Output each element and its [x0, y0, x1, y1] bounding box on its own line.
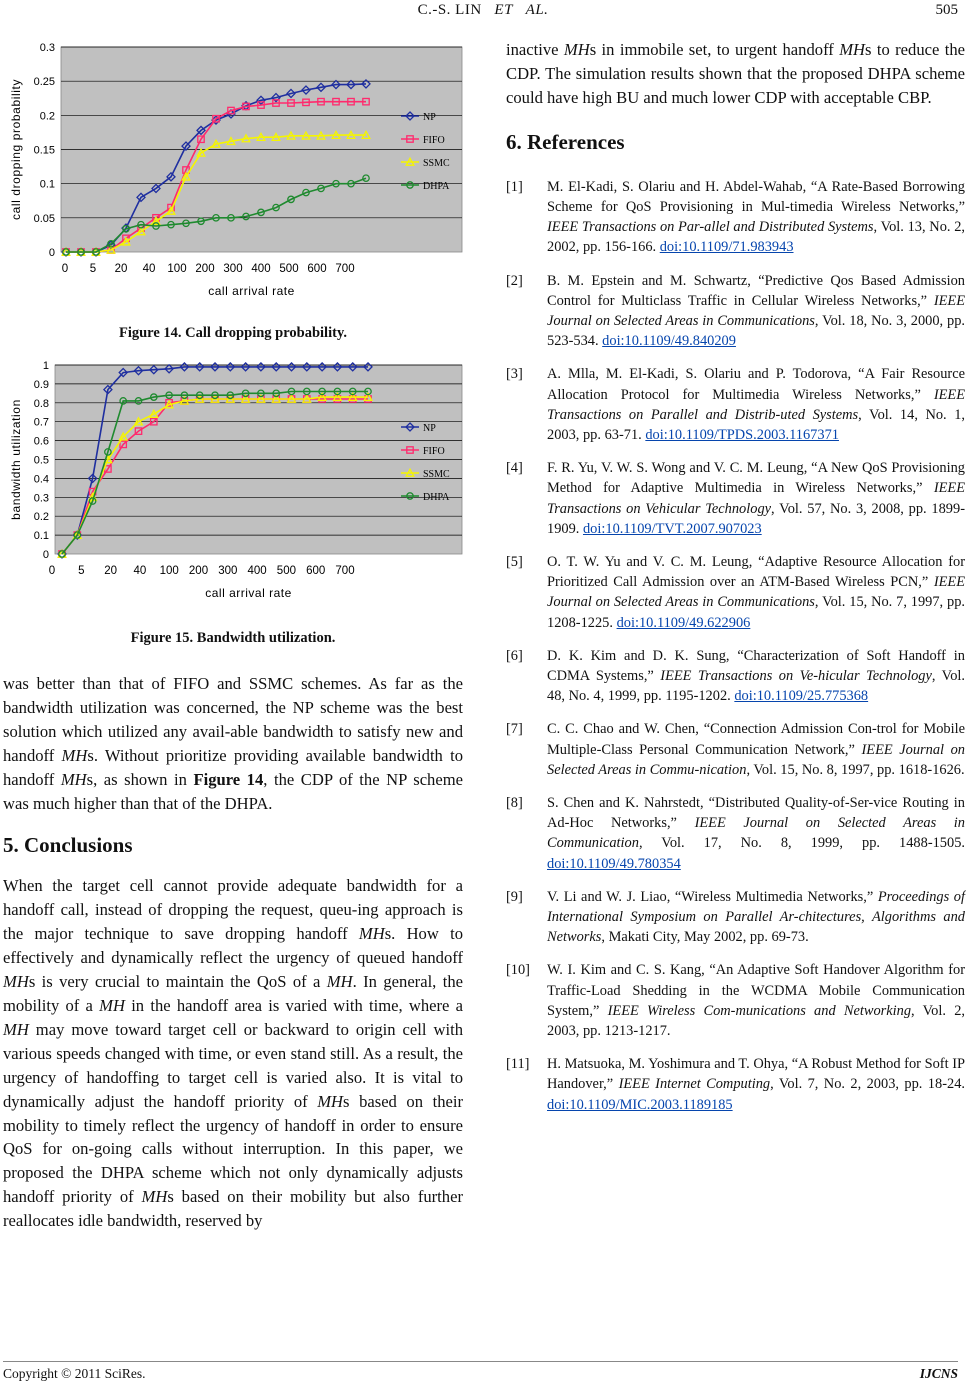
- y-tick-label: 0.3: [33, 492, 49, 505]
- footer-journal: IJCNS: [919, 1366, 958, 1381]
- reference-item: [506, 887, 965, 948]
- reference-item: [506, 458, 965, 539]
- legend-label: DHPA: [423, 181, 450, 192]
- doi-link[interactable]: doi:10.1109/MIC.2003.1189185: [547, 1096, 733, 1113]
- figure-14: [3, 40, 463, 342]
- reference-item: [506, 960, 965, 1041]
- y-tick-label: 0.1: [39, 178, 55, 191]
- footer-copyright: Copyright © 2011 SciRes.: [3, 1366, 146, 1381]
- x-tick-label: 400: [247, 565, 267, 577]
- reference-item: [506, 552, 965, 633]
- paragraph-results-discussion: was better than that of FIFO and SSMC schemes. As far as the bandwidth utilization was concerned, the NP scheme was the best solution which utilized any avail-able bandwidth to satisfy new and handoff MHs. Without prioritize providing available bandwidth to handoff MHs, as shown in Figure 14, the CDP of the NP scheme was much higher than that of the DHPA.: [3, 674, 464, 813]
- reference-item: [506, 177, 965, 258]
- x-tick-label: 200: [195, 263, 215, 275]
- page-number: 505: [935, 2, 958, 18]
- reference-text: S. Chen and K. Nahrstedt, “Distributed Quality-of-Ser-vice Routing in Ad-Hoc Networks,” IEEE Journal on Selected Areas in Communication, Vol. 17, No. 8, 1999, pp. 1488-1505. doi:10.1109/49.780354: [547, 795, 965, 872]
- reference-item: [506, 793, 965, 874]
- paragraph-conclusions-continued: inactive MHs in immobile set, to urgent handoff MHs to reduce the CDP. The simulation results shown that the proposed DHPA scheme could have high BU and much lower CDP with acceptable CBP.: [506, 40, 965, 107]
- y-tick-label: 0.5: [33, 454, 49, 467]
- legend-label: NP: [423, 423, 436, 434]
- reference-text: W. I. Kim and C. S. Kang, “An Adaptive Soft Handover Algorithm for Traffic-Load Shedding in the WCDMA Mobile Communication System,” IEEE Wireless Com-munications and Networking, Vol. 2, 2003, pp. 1213-1217.: [547, 962, 965, 1040]
- y-tick-label: 0.7: [33, 416, 49, 429]
- x-axis-label: call arrival rate: [205, 586, 292, 600]
- y-axis-label: call dropping probability: [9, 78, 23, 221]
- section-heading-references: 6. References: [506, 129, 625, 154]
- x-tick-label: 600: [306, 565, 326, 577]
- x-tick-label: 5: [78, 565, 85, 577]
- x-tick-label: 40: [142, 263, 156, 275]
- x-tick-label: 20: [104, 565, 117, 577]
- legend-label: NP: [423, 112, 436, 123]
- reference-text: O. T. W. Yu and V. C. M. Leung, “Adaptive Resource Allocation for Prioritized Call Admission over an ATM-Based Wireless PCN,” IEEE Journal on Selected Areas in Communications, Vol. 15, No. 7, 1997, pp. 1208-1225. doi:10.1109/49.622906: [547, 553, 965, 631]
- legend-label: SSMC: [423, 469, 450, 480]
- doi-link[interactable]: doi:10.1109/71.983943: [659, 239, 794, 256]
- reference-text: B. M. Epstein and M. Schwartz, “Predictive Qos Based Admission Control for Multiclass Traffic in Cellular Wireless Networks,” IEEE Journal on Selected Areas in Communications, Vol. 18, No. 3, 2000, pp. 523-534. doi:10.1109/49.840209: [547, 272, 965, 350]
- reference-number: [8]: [506, 795, 523, 811]
- figure-14-caption: Figure 14. Call dropping probability.: [118, 325, 348, 341]
- reference-item: [506, 719, 965, 780]
- y-tick-label: 0.05: [33, 212, 55, 225]
- y-tick-label: 0.8: [33, 397, 49, 410]
- y-tick-label: 0.15: [33, 144, 55, 157]
- y-tick-label: 0.2: [33, 511, 49, 524]
- y-axis-label: bandwidth utilization: [9, 399, 23, 520]
- reference-number: [6]: [506, 647, 523, 664]
- x-tick-label: 300: [218, 565, 238, 577]
- doi-link[interactable]: doi:10.1109/49.780354: [547, 855, 681, 872]
- x-tick-label: 20: [114, 263, 128, 275]
- reference-text: M. El-Kadi, S. Olariu and H. Abdel-Wahab, “A Rate-Based Borrowing Scheme for QoS Provisioning in Mul-timedia Wireless Networks,” IEEE Transactions on Par-allel and Distributed Systems, Vol. 13, No. 2, 2002, pp. 156-166. doi:10.1109/71.983943: [547, 178, 965, 256]
- reference-number: [3]: [506, 366, 523, 383]
- reference-number: [7]: [506, 721, 523, 738]
- reference-item: [506, 364, 965, 445]
- x-tick-label: 300: [223, 263, 243, 275]
- reference-text: D. K. Kim and D. K. Sung, “Characterization of Soft Handoff in CDMA Systems,” IEEE Transactions on Ve-hicular Technology, Vol. 48, No. 4, 1999, pp. 1195-1202. doi:10.1109/25.775368: [547, 647, 966, 705]
- legend-label: FIFO: [423, 446, 445, 457]
- call-dropping-probability-chart: [3, 40, 463, 315]
- x-tick-label: 700: [335, 565, 355, 577]
- y-tick-label: 0.4: [33, 473, 49, 486]
- right-column: [506, 40, 965, 1128]
- reference-number: [5]: [506, 553, 523, 570]
- footer-divider: [3, 1361, 958, 1362]
- y-tick-label: 0.1: [33, 530, 49, 543]
- x-tick-label: 700: [335, 263, 355, 275]
- reference-text: V. Li and W. J. Liao, “Wireless Multimedia Networks,” Proceedings of International Symposium on Parallel Ar-chitectures, Algorithms and Networks, Makati City, May 2002, pp. 69-73.: [547, 888, 965, 946]
- running-header-author: [0, 2, 966, 19]
- reference-item: [506, 646, 965, 707]
- header-et: ET: [494, 2, 513, 18]
- x-axis-label: call arrival rate: [208, 284, 295, 298]
- doi-link[interactable]: doi:10.1109/49.840209: [602, 333, 736, 350]
- y-tick-label: 1: [42, 360, 49, 372]
- x-tick-label: 5: [89, 263, 97, 275]
- y-tick-label: 0: [42, 549, 49, 561]
- x-tick-label: 0: [61, 263, 69, 275]
- x-tick-label: 200: [188, 565, 209, 577]
- doi-link[interactable]: doi:10.1109/TPDS.2003.1167371: [645, 426, 839, 443]
- x-tick-label: 40: [133, 565, 147, 577]
- x-tick-label: 600: [307, 263, 327, 275]
- header-al: AL.: [525, 2, 549, 18]
- section-heading-conclusions: 5. Conclusions: [3, 833, 133, 858]
- reference-item: [506, 271, 965, 352]
- figure-15: [3, 360, 463, 647]
- y-tick-label: 0: [48, 247, 55, 259]
- legend-label: SSMC: [423, 158, 450, 169]
- reference-text: C. C. Chao and W. Chen, “Connection Admission Con-trol for Mobile Multiple-Class Personal Communication Network,” IEEE Journal on Selected Areas in Commu-nication, Vol. 15, No. 8, 1997, pp. 1618-1626.: [547, 721, 965, 778]
- reference-item: [506, 1054, 965, 1115]
- doi-link[interactable]: doi:10.1109/49.622906: [616, 614, 751, 631]
- reference-number: [9]: [506, 888, 523, 905]
- reference-number: [4]: [506, 460, 523, 477]
- reference-number: [11]: [506, 1056, 530, 1073]
- y-tick-label: 0.9: [33, 378, 49, 391]
- reference-text: H. Matsuoka, M. Yoshimura and T. Ohya, “A Robust Method for Soft IP Handover,” IEEE Internet Computing, Vol. 7, No. 2, 2003, pp. 18-24. doi:10.1109/MIC.2003.1189185: [547, 1056, 965, 1113]
- reference-text: A. Mlla, M. El-Kadi, S. Olariu and P. Todorova, “A Fair Resource Allocation Protocol for Multimedia Wireless Networks,” IEEE Transactions on Parallel and Distrib-uted Systems, Vol. 14, No. 1, 2003, pp. 63-71. doi:10.1109/TPDS.2003.1167371: [547, 366, 965, 443]
- legend-label: DHPA: [423, 492, 450, 503]
- legend-label: FIFO: [423, 135, 445, 146]
- x-tick-label: 500: [276, 565, 296, 577]
- reference-text: F. R. Yu, V. W. S. Wong and V. C. M. Leung, “A New QoS Provisioning Method for Adaptive Multimedia in Wireless Networks,” IEEE Transactions on Vehicular Technology, Vol. 57, No. 3, 2008, pp. 1899-1909. doi:10.1109/TVT.2007.907023: [547, 460, 965, 537]
- reference-number: [1]: [506, 178, 523, 195]
- y-tick-label: 0.25: [33, 76, 55, 89]
- bandwidth-utilization-chart: [3, 360, 463, 616]
- left-column: [3, 40, 463, 1233]
- header-author-name: C.-S. LIN: [417, 2, 482, 18]
- x-tick-label: 0: [48, 565, 56, 577]
- doi-link[interactable]: doi:10.1109/TVT.2007.907023: [582, 520, 762, 537]
- y-tick-label: 0.3: [39, 42, 55, 54]
- y-tick-label: 0.6: [33, 435, 49, 448]
- reference-list: [506, 177, 965, 1115]
- x-tick-label: 500: [279, 263, 299, 275]
- reference-number: [2]: [506, 272, 523, 289]
- x-tick-label: 100: [159, 565, 179, 577]
- figure-15-caption: Figure 15. Bandwidth utilization.: [130, 630, 336, 646]
- doi-link[interactable]: doi:10.1109/25.775368: [734, 688, 869, 705]
- y-tick-label: 0.2: [39, 110, 55, 123]
- x-tick-label: 100: [167, 263, 187, 275]
- x-tick-label: 400: [251, 263, 271, 275]
- reference-number: [10]: [506, 962, 530, 979]
- paragraph-conclusions: When the target cell cannot provide adequate bandwidth for a handoff call, instead of dropping the request, queu-ing approach is the major technique to save dropping handoff MHs. How to effectively and dynamically reflect the urgency of queued handoff MHs is very crucial to maintain the QoS of a MH. In general, the mobility of a MH in the handoff area is varied with time, where a MH may move toward target cell or backward to origin cell with various speeds changed with time, or even stand still. As a result, the urgency of handoffing to target cell is varied also. It is vital to dynamically adjust the handoff priority of MHs based on their mobility to timely reflect the urgency of handoff in order to ensure QoS for on-going calls without interruption. In this paper, we proposed the DHPA scheme which not only dynamically adjusts handoff priority of MHs based on their mobility but also further reallocates idle bandwidth, reserved by: [3, 876, 463, 1231]
